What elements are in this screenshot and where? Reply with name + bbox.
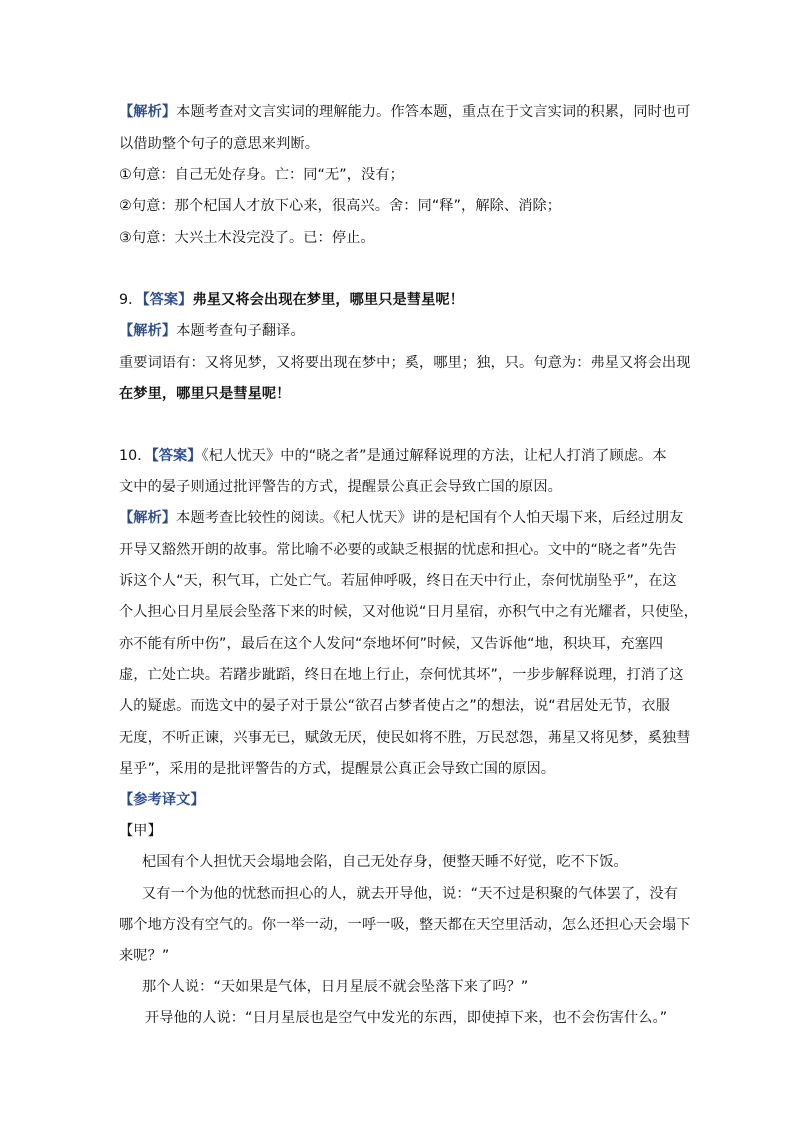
q9-analysis-line-3: 重要词语有：又将见梦，又将要出现在梦中；奚，哪里；独，只。句意为：弗星又将会出现 xyxy=(119,355,691,371)
question-number: 9． xyxy=(119,292,143,308)
q10-analysis-line-6: 虚，亡处亡块。若躇步跐蹈，终日在地上行止，奈何忧其坏”，一步步解释说理，打消了这 xyxy=(119,667,684,683)
q10-answer-line-1 xyxy=(119,446,667,466)
answer-tag: 【答案】 xyxy=(142,292,193,308)
q9-analysis-line xyxy=(119,321,305,341)
q8-item-3: ③句意：大兴土木没完没了。已：停止。 xyxy=(119,230,375,246)
analysis-tag: 【解析】 xyxy=(119,323,177,339)
q9-answer-line xyxy=(119,290,464,310)
q10-analysis-line-2: 开导又豁然开朗的故事。常比喻不必要的或缺乏根据的忧虑和担心。文中的“晓之者”先告 xyxy=(119,542,677,558)
translation-paragraph-2-line-3: 来呢？” xyxy=(119,948,170,964)
translation-paragraph-4: 开导他的人说：“日月星辰也是空气中发光的东西，即使掉下来，也不会伤害什么。” xyxy=(145,1010,668,1026)
translation-paragraph-3: 那个人说：“天如果是气体，日月星辰不就会坠落下来了吗？” xyxy=(142,979,529,995)
q10-analysis-line-5: 亦不能有所中伤”，最后在这个人发问“奈地坏何”时候，又告诉他“地，积块耳，充塞四 xyxy=(119,636,664,652)
q9-analysis-line-4 xyxy=(119,384,290,404)
q10-answer-line-2: 文中的晏子则通过批评警告的方式，提醒景公真正会导致亡国的原因。 xyxy=(119,479,562,495)
translation-heading: 【参考译文】 xyxy=(119,792,205,808)
translation-paragraph-1: 杞国有个人担忧天会塌地会陷，自己无处存身，便整天睡不好觉，吃不下饭。 xyxy=(142,854,628,870)
q10-analysis-line-4: 个人担心日月星辰会坠落下来的时候，又对他说“日月星宿，亦积气中之有光耀者，只使坠， xyxy=(119,604,698,620)
question-number: 10． xyxy=(119,448,152,464)
answer-text: 《杞人忧天》中的“晓之者”是通过解释说理的方法，让杞人打消了顾虑。本 xyxy=(201,448,667,464)
q10-analysis-line-7: 人的疑虑。而选文中的晏子对于景公“欲召占梦者使占之”的想法，说“君居处无节，衣服 xyxy=(119,698,670,714)
analysis-text: 本题考查对文言实词的理解能力。作答本题，重点在于文言实词的积累，同时也可 xyxy=(176,104,691,120)
q8-item-2: ②句意：那个杞国人才放下心来，很高兴。舍：同“释”，解除、消除； xyxy=(119,198,562,214)
analysis-text: 本题考查比较性的阅读。《杞人忧天》讲的是杞国有个人怕天塌下来，后经过朋友 xyxy=(176,510,684,526)
answer-text: 弗星又将会出现在梦里，哪里只是彗星呢！ xyxy=(192,292,464,308)
q10-analysis-line-3: 诉这个人“天，积气耳，亡处亡气。若屈伸呼吸，终日在天中行止，奈何忧崩坠乎”，在这 xyxy=(119,573,677,589)
q8-analysis-line-2: 以借助整个句子的意思来判断。 xyxy=(119,136,320,152)
translation-paragraph-2-line-2: 哪个地方没有空气的。你一举一动，一呼一吸，整天都在天空里活动，怎么还担心天会塌下 xyxy=(119,917,691,933)
answer-tag: 【答案】 xyxy=(151,448,202,464)
q8-item-1: ①句意：自己无处存身。亡：同“无”，没有； xyxy=(119,167,404,183)
q10-analysis-line-8: 无度，不听正谏，兴事无已，赋敛无厌，使民如将不胜，万民怼怨，茀星又将见梦，奚独彗 xyxy=(119,730,691,746)
analysis-tag: 【解析】 xyxy=(119,510,177,526)
analysis-tag: 【解析】 xyxy=(119,104,177,120)
translation-paragraph-2-line-1: 又有一个为他的忧愁而担心的人，就去开导他，说：“天不过是积聚的气体罢了，没有 xyxy=(142,886,679,902)
q8-analysis-line-1 xyxy=(119,102,691,122)
q10-analysis-line-1 xyxy=(119,508,683,528)
section-jia-heading: 【甲】 xyxy=(119,823,162,839)
analysis-text: 本题考查句子翻译。 xyxy=(176,323,305,339)
analysis-text: 在梦里，哪里只是彗星呢！ xyxy=(119,386,291,402)
q10-analysis-line-9: 星乎”，采用的是批评警告的方式，提醒景公真正会导致亡国的原因。 xyxy=(119,761,556,777)
